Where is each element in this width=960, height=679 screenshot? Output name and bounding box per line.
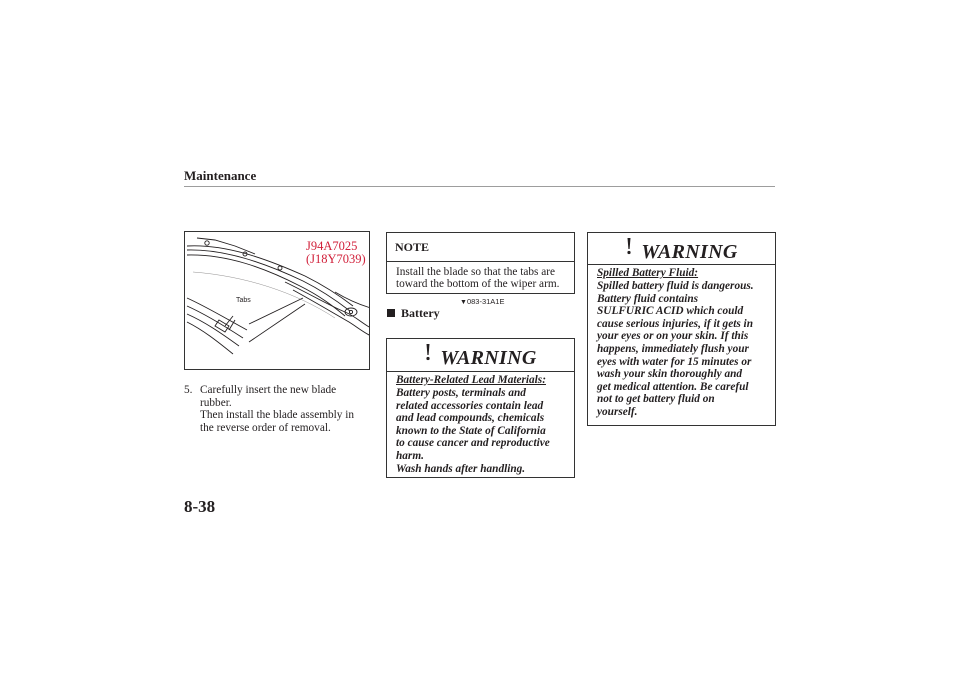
warning-subtitle: Battery-Related Lead Materials: [396,374,546,386]
battery-heading [387,306,440,321]
warning-line: related accessories contain lead [396,399,544,412]
step-text-line: Then install the blade assembly in [200,409,355,422]
warning-title [588,237,775,264]
warning-box-lead [386,338,575,478]
warning-line: known to the State of California [396,424,546,437]
page-number: 8-38 [184,497,216,516]
warning-line: Battery fluid contains [597,292,699,305]
warning-line: and lead compounds, chemicals [396,412,545,425]
warning-divider [387,371,574,372]
reference-triangle-icon: ▼ [460,299,467,306]
warning-subtitle: Spilled Battery Fluid: [597,267,699,279]
reference-code [460,297,504,306]
warning-line: Spilled battery fluid is dangerous. [597,280,754,292]
warning-line: eyes with water for 15 minutes or [597,355,752,368]
warning-line: cause serious injuries, if it gets in [597,317,753,330]
reference-code-text: 083-31A1E [466,297,505,306]
warning-title-text: WARNING [641,241,738,263]
warning-body [597,280,754,419]
warning-body [396,387,550,475]
step-text-line: the reverse order of removal. [200,421,331,434]
warning-title-text: WARNING [440,347,537,369]
step-text-line: Carefully insert the new blade [200,384,337,396]
warning-exclamation-icon [625,237,633,261]
figure-code-alt: (J18Y7039) [306,252,366,266]
warning-line: SULFURIC ACID which could [597,305,744,318]
header-divider [184,186,775,187]
step-number: 5. [184,384,193,396]
note-box [386,232,575,294]
warning-line: wash your skin thoroughly and [597,368,743,381]
warning-line: get medical attention. Be careful [597,380,749,393]
battery-heading-text: Battery [401,306,440,320]
wiper-blade-illustration [184,231,370,370]
warning-line: to cause cancer and reproductive [396,437,550,450]
warning-line: happens, immediately flush your [597,342,749,355]
warning-line: yourself. [597,405,638,418]
warning-divider [588,264,775,265]
note-heading: NOTE [395,240,430,254]
note-body [396,266,572,291]
warning-exclamation-icon [424,343,432,367]
warning-line: Wash hands after handling. [396,462,526,475]
warning-title [387,343,574,370]
tabs-label: Tabs [236,297,251,304]
note-divider [387,261,574,262]
step-text-line: rubber. [200,396,232,409]
section-title: Maintenance [184,168,257,183]
note-line: Install the blade so that the tabs are [396,266,556,278]
bullet-square-icon [387,309,395,317]
figure-code: J94A7025 [306,239,358,253]
warning-line: harm. [396,449,424,462]
warning-line: not to get battery fluid on [597,393,715,406]
note-line: toward the bottom of the wiper arm. [396,278,560,291]
warning-line: your eyes or on your skin. If this [597,330,749,343]
warning-line: Battery posts, terminals and [396,387,526,399]
warning-box-battery-fluid [587,232,776,426]
